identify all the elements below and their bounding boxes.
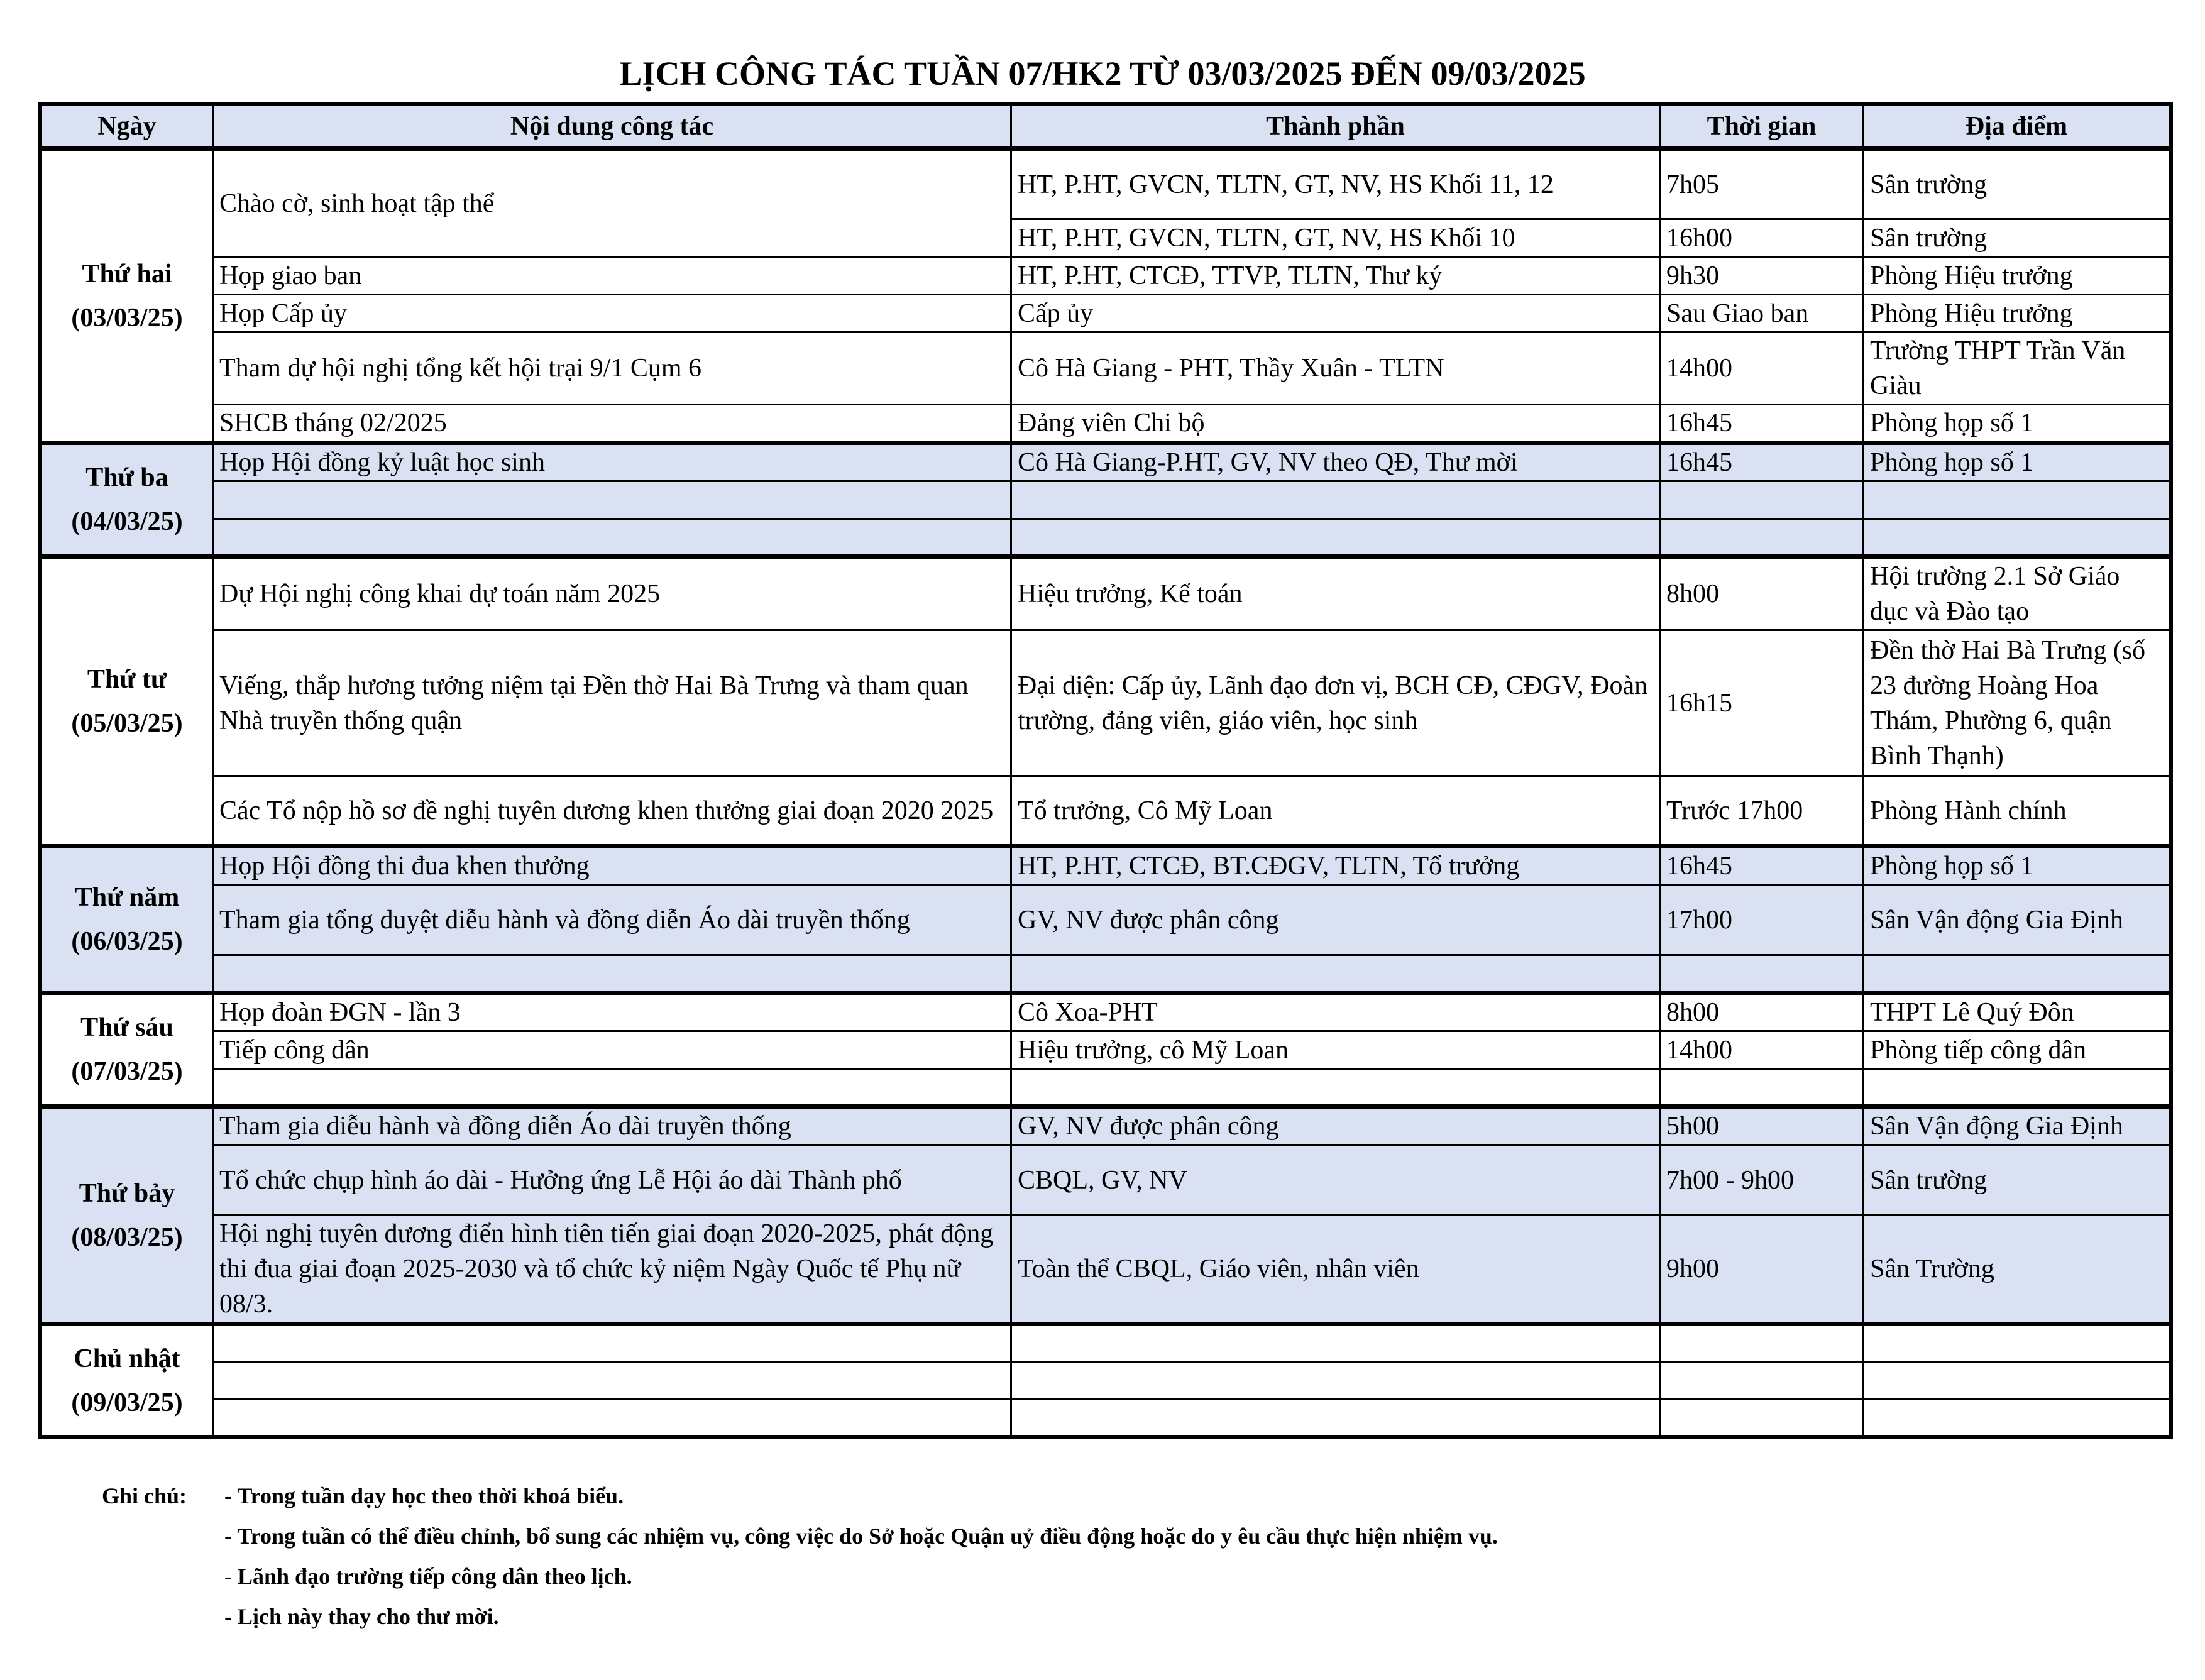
day-group	[40, 443, 2171, 557]
content-cell: Viếng, thắp hương tưởng niệm tại Đền thờ Hai Bà Trưng và tham quan Nhà truyền thống quận	[213, 630, 1011, 776]
place-cell: Đền thờ Hai Bà Trưng (số 23 đường Hoàng Hoa Thám, Phường 6, quận Bình Thạnh)	[1864, 630, 2171, 776]
content-cell	[213, 481, 1011, 519]
table-row	[40, 885, 2171, 955]
day-group	[40, 1324, 2171, 1437]
day-cell	[40, 557, 213, 847]
table-row	[40, 1324, 2171, 1362]
participants-cell	[1011, 1400, 1660, 1437]
time-cell	[1660, 1362, 1864, 1400]
table-row	[40, 847, 2171, 885]
participants-cell: GV, NV được phân công	[1011, 885, 1660, 955]
day-cell	[40, 1324, 213, 1437]
day-name: Chủ nhật	[74, 1344, 180, 1373]
note-item: - Lịch này thay cho thư mời.	[224, 1604, 499, 1629]
time-cell: 9h30	[1660, 257, 1864, 295]
place-cell: Sân trường	[1864, 149, 2171, 219]
content-cell: Họp Hội đồng kỷ luật học sinh	[213, 443, 1011, 481]
place-cell	[1864, 1324, 2171, 1362]
place-cell	[1864, 955, 2171, 993]
day-date: (07/03/25)	[71, 1057, 183, 1086]
time-cell	[1660, 1400, 1864, 1437]
day-name: Thứ tư	[87, 665, 167, 694]
participants-cell: CBQL, GV, NV	[1011, 1145, 1660, 1216]
table-row	[40, 481, 2171, 519]
time-cell: Trước 17h00	[1660, 776, 1864, 847]
day-group	[40, 557, 2171, 847]
content-cell	[213, 1400, 1011, 1437]
content-cell: Họp Hội đồng thi đua khen thưởng	[213, 847, 1011, 885]
time-cell: 16h45	[1660, 405, 1864, 443]
place-cell	[1864, 1400, 2171, 1437]
table-row	[40, 295, 2171, 332]
note-row	[102, 1556, 1498, 1596]
day-date: (09/03/25)	[71, 1388, 183, 1417]
page-title: LỊCH CÔNG TÁC TUẦN 07/HK2 TỪ 03/03/2025 ĐẾN 09/03/2025	[619, 55, 1586, 92]
place-cell: Phòng họp số 1	[1864, 847, 2171, 885]
header-place: Địa điểm	[1864, 104, 2171, 149]
day-name: Thứ năm	[74, 883, 180, 912]
table-row	[40, 1107, 2171, 1145]
participants-cell	[1011, 1362, 1660, 1400]
day-group	[40, 1107, 2171, 1324]
table-row	[40, 955, 2171, 993]
content-cell	[213, 1069, 1011, 1107]
time-cell: 16h15	[1660, 630, 1864, 776]
participants-cell: Cấp ủy	[1011, 295, 1660, 332]
content-cell: Hội nghị tuyên dương điển hình tiên tiến giai đoạn 2020-2025, phát động thi đua giai đoạn 2025-2030 và tổ chức kỷ niệm Ngày Quốc tế Phụ nữ 08/3.	[213, 1216, 1011, 1324]
content-cell: Tham dự hội nghị tổng kết hội trại 9/1 Cụm 6	[213, 332, 1011, 405]
day-group	[40, 993, 2171, 1107]
time-cell: 8h00	[1660, 993, 1864, 1031]
time-cell: 16h45	[1660, 847, 1864, 885]
time-cell: 16h45	[1660, 443, 1864, 481]
day-cell	[40, 149, 213, 443]
place-cell: Phòng tiếp công dân	[1864, 1031, 2171, 1069]
participants-cell: Toàn thể CBQL, Giáo viên, nhân viên	[1011, 1216, 1660, 1324]
content-cell	[213, 1362, 1011, 1400]
table-row	[40, 1069, 2171, 1107]
note-item: - Lãnh đạo trường tiếp công dân theo lịch.	[224, 1564, 632, 1589]
header-row	[40, 104, 2171, 149]
day-date: (08/03/25)	[71, 1222, 183, 1252]
place-cell: Sân trường	[1864, 219, 2171, 257]
participants-cell	[1011, 1069, 1660, 1107]
table-row	[40, 405, 2171, 443]
content-cell	[213, 955, 1011, 993]
time-cell	[1660, 955, 1864, 993]
content-cell: Các Tổ nộp hồ sơ đề nghị tuyên dương khen thưởng giai đoạn 2020 2025	[213, 776, 1011, 847]
participants-cell: GV, NV được phân công	[1011, 1107, 1660, 1145]
content-cell: Dự Hội nghị công khai dự toán năm 2025	[213, 557, 1011, 630]
place-cell	[1864, 481, 2171, 519]
time-cell: 9h00	[1660, 1216, 1864, 1324]
participants-cell	[1011, 1324, 1660, 1362]
note-row	[102, 1476, 1498, 1516]
participants-cell: Đại diện: Cấp ủy, Lãnh đạo đơn vị, BCH CĐ, CĐGV, Đoàn trường, đảng viên, giáo viên, học sinh	[1011, 630, 1660, 776]
place-cell: Trường THPT Trần Văn Giàu	[1864, 332, 2171, 405]
place-cell: Phòng Hiệu trưởng	[1864, 295, 2171, 332]
time-cell	[1660, 1324, 1864, 1362]
day-group	[40, 149, 2171, 443]
time-cell: 14h00	[1660, 332, 1864, 405]
table-row	[40, 443, 2171, 481]
place-cell: Hội trường 2.1 Sở Giáo dục và Đào tạo	[1864, 557, 2171, 630]
header-time: Thời gian	[1660, 104, 1864, 149]
participants-cell: Hiệu trưởng, Kế toán	[1011, 557, 1660, 630]
participants-cell: Cô Xoa-PHT	[1011, 993, 1660, 1031]
table-row	[40, 630, 2171, 776]
day-cell	[40, 1107, 213, 1324]
table-row	[40, 1216, 2171, 1324]
place-cell: THPT Lê Quý Đôn	[1864, 993, 2171, 1031]
participants-cell: Hiệu trưởng, cô Mỹ Loan	[1011, 1031, 1660, 1069]
participants-cell	[1011, 519, 1660, 557]
participants-cell: Tổ trưởng, Cô Mỹ Loan	[1011, 776, 1660, 847]
content-cell: Họp Cấp ủy	[213, 295, 1011, 332]
table-row	[40, 257, 2171, 295]
schedule-table	[38, 102, 2173, 1439]
place-cell: Sân trường	[1864, 1145, 2171, 1216]
table-row	[40, 557, 2171, 630]
place-cell: Sân Vận động Gia Định	[1864, 885, 2171, 955]
time-cell: Sau Giao ban	[1660, 295, 1864, 332]
place-cell	[1864, 1362, 2171, 1400]
day-name: Thứ sáu	[80, 1013, 173, 1042]
table-row	[40, 149, 2171, 219]
content-cell: Tổ chức chụp hình áo dài - Hưởng ứng Lễ Hội áo dài Thành phố	[213, 1145, 1011, 1216]
place-cell	[1864, 519, 2171, 557]
day-date: (04/03/25)	[71, 507, 183, 536]
header-participants: Thành phần	[1011, 104, 1660, 149]
table-row	[40, 519, 2171, 557]
day-cell	[40, 993, 213, 1107]
content-cell: Họp đoàn ĐGN - lần 3	[213, 993, 1011, 1031]
note-row	[102, 1516, 1498, 1556]
place-cell: Phòng họp số 1	[1864, 443, 2171, 481]
participants-cell: HT, P.HT, GVCN, TLTN, GT, NV, HS Khối 11, 12	[1011, 149, 1660, 219]
place-cell	[1864, 1069, 2171, 1107]
content-cell: Chào cờ, sinh hoạt tập thể	[213, 149, 1011, 257]
content-cell	[213, 519, 1011, 557]
table-row	[40, 1400, 2171, 1437]
time-cell	[1660, 481, 1864, 519]
table-row	[40, 1362, 2171, 1400]
participants-cell: HT, P.HT, GVCN, TLTN, GT, NV, HS Khối 10	[1011, 219, 1660, 257]
participants-cell: HT, P.HT, CTCĐ, TTVP, TLTN, Thư ký	[1011, 257, 1660, 295]
content-cell	[213, 1324, 1011, 1362]
note-row	[102, 1596, 1498, 1637]
day-name: Thứ hai	[82, 259, 172, 288]
table-row	[40, 993, 2171, 1031]
table-row	[40, 1145, 2171, 1216]
day-cell	[40, 847, 213, 993]
table-row	[40, 776, 2171, 847]
content-cell: Họp giao ban	[213, 257, 1011, 295]
header-content: Nội dung công tác	[213, 104, 1011, 149]
time-cell: 5h00	[1660, 1107, 1864, 1145]
participants-cell	[1011, 481, 1660, 519]
note-item: - Trong tuần dạy học theo thời khoá biểu.	[224, 1483, 624, 1508]
day-date: (05/03/25)	[71, 709, 183, 738]
table-row	[40, 332, 2171, 405]
content-cell: SHCB tháng 02/2025	[213, 405, 1011, 443]
notes-section	[102, 1476, 1498, 1637]
day-cell	[40, 443, 213, 557]
place-cell: Phòng Hiệu trưởng	[1864, 257, 2171, 295]
time-cell: 7h00 - 9h00	[1660, 1145, 1864, 1216]
content-cell: Tiếp công dân	[213, 1031, 1011, 1069]
time-cell: 14h00	[1660, 1031, 1864, 1069]
participants-cell: HT, P.HT, CTCĐ, BT.CĐGV, TLTN, Tổ trưởng	[1011, 847, 1660, 885]
note-item: - Trong tuần có thể điều chỉnh, bổ sung các nhiệm vụ, công việc do Sở hoặc Quận uỷ điều động hoặc do y êu cầu thực hiện nhiệm vụ.	[224, 1524, 1498, 1549]
participants-cell: Cô Hà Giang - PHT, Thầy Xuân - TLTN	[1011, 332, 1660, 405]
participants-cell: Cô Hà Giang-P.HT, GV, NV theo QĐ, Thư mời	[1011, 443, 1660, 481]
day-name: Thứ ba	[85, 463, 168, 492]
time-cell: 8h00	[1660, 557, 1864, 630]
content-cell: Tham gia diễu hành và đồng diễn Áo dài truyền thống	[213, 1107, 1011, 1145]
place-cell: Sân Trường	[1864, 1216, 2171, 1324]
participants-cell	[1011, 955, 1660, 993]
time-cell	[1660, 1069, 1864, 1107]
place-cell: Phòng họp số 1	[1864, 405, 2171, 443]
day-group	[40, 847, 2171, 993]
table-row	[40, 1031, 2171, 1069]
day-name: Thứ bảy	[79, 1178, 175, 1208]
place-cell: Phòng Hành chính	[1864, 776, 2171, 847]
header-day: Ngày	[40, 104, 213, 149]
day-date: (06/03/25)	[71, 927, 183, 956]
notes-label: Ghi chú:	[102, 1483, 187, 1508]
time-cell: 7h05	[1660, 149, 1864, 219]
time-cell: 16h00	[1660, 219, 1864, 257]
participants-cell: Đảng viên Chi bộ	[1011, 405, 1660, 443]
day-date: (03/03/25)	[71, 303, 183, 332]
content-cell: Tham gia tổng duyệt diễu hành và đồng diễn Áo dài truyền thống	[213, 885, 1011, 955]
time-cell	[1660, 519, 1864, 557]
time-cell: 17h00	[1660, 885, 1864, 955]
place-cell: Sân Vận động Gia Định	[1864, 1107, 2171, 1145]
